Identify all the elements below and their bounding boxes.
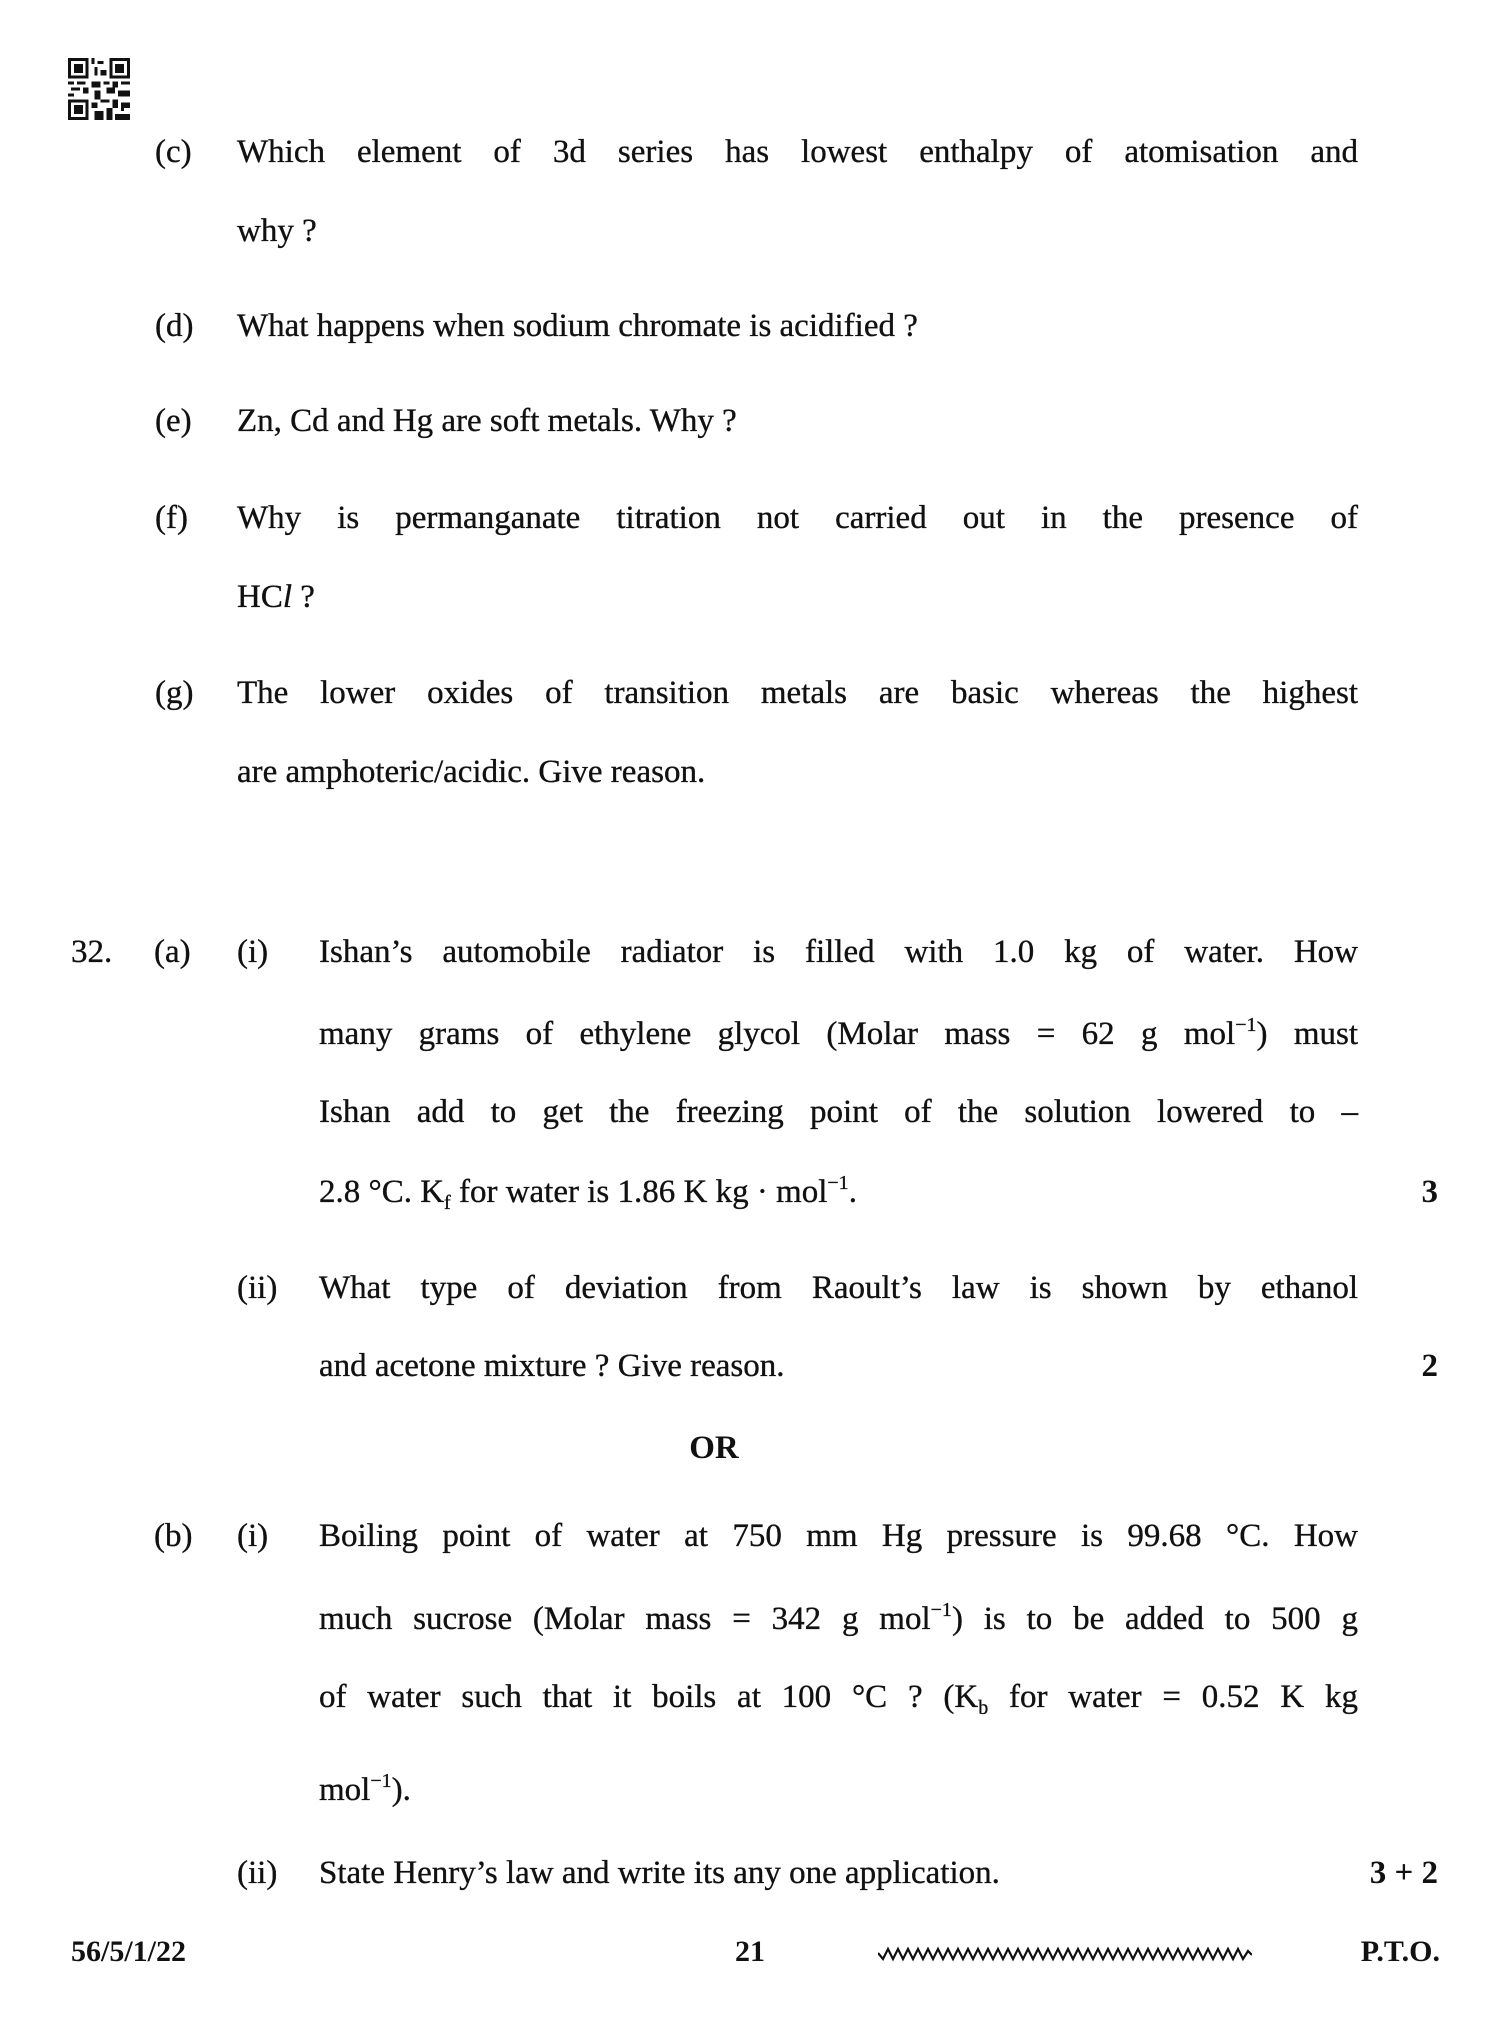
question-number: 32. [71, 934, 113, 970]
q32-a-ii-line-1: What type of deviation from Raoult’s law is shown by ethanol [319, 1270, 1358, 1306]
text-segment: much sucrose (Molar mass = 342 g mol [319, 1601, 931, 1637]
subpart-label-a-ii: (ii) [237, 1270, 278, 1306]
superscript: −1 [930, 1599, 952, 1621]
question-d-text: What happens when sodium chromate is acidified ? [237, 308, 918, 344]
question-part-label-c: (c) [155, 134, 192, 170]
wavy-line-icon [878, 1943, 1252, 1963]
superscript: −1 [370, 1770, 392, 1792]
superscript: −1 [1235, 1014, 1257, 1036]
marks-a-i: 3 [1421, 1174, 1438, 1210]
marks-b: 3 + 2 [1369, 1855, 1438, 1891]
question-part-label-g: (g) [155, 675, 194, 711]
text-hc: HC [237, 579, 283, 615]
q32-b-i-line-2 [319, 1599, 1358, 1639]
text-segment: . [848, 1174, 857, 1210]
question-part-label-d: (d) [155, 308, 194, 344]
or-divider: OR [689, 1430, 739, 1466]
q32-b-i-line-4 [319, 1770, 411, 1810]
q32-a-i-line-2 [319, 1014, 1358, 1054]
q32-b-i-line-3 [319, 1677, 1358, 1717]
q32-b-ii-text: State Henry’s law and write its any one application. [319, 1855, 1000, 1891]
text-segment: of water such that it boils at 100 °C ? (K [319, 1679, 979, 1715]
text-segment: many grams of ethylene glycol (Molar mass = 62 g mol [319, 1016, 1236, 1052]
subpart-label-a-i: (i) [237, 934, 269, 970]
question-part-label-a: (a) [154, 934, 191, 970]
text-segment: ). [391, 1772, 411, 1808]
qr-code-icon [68, 58, 130, 120]
question-f-line-2 [237, 577, 315, 617]
paper-code: 56/5/1/22 [71, 1935, 187, 1968]
q32-a-ii-line-2: and acetone mixture ? Give reason. [319, 1348, 785, 1384]
text-segment: mol [319, 1772, 371, 1808]
text-segment: ) must [1256, 1016, 1358, 1052]
pto-label: P.T.O. [1360, 1935, 1440, 1968]
marks-a-ii: 2 [1421, 1348, 1438, 1384]
question-part-label-f: (f) [155, 500, 188, 536]
q32-a-i-line-3: Ishan add to get the freezing point of the solution lowered to – [319, 1094, 1358, 1130]
text-question-mark: ? [292, 579, 315, 615]
text-segment: for water is 1.86 K kg · mol [450, 1174, 828, 1210]
text-segment: 2.8 °C. K [319, 1174, 445, 1210]
question-e-text: Zn, Cd and Hg are soft metals. Why ? [237, 403, 737, 439]
subscript: b [978, 1697, 989, 1719]
question-g-line-1: The lower oxides of transition metals are basic whereas the highest [237, 675, 1358, 711]
question-f-line-1: Why is permanganate titration not carried out in the presence of [237, 500, 1358, 536]
question-c-line-1: Which element of 3d series has lowest enthalpy of atomisation and [237, 134, 1358, 170]
superscript: −1 [827, 1172, 849, 1194]
q32-a-i-line-4 [319, 1172, 857, 1212]
question-c-line-2: why ? [237, 213, 317, 249]
subpart-label-b-ii: (ii) [237, 1855, 278, 1891]
text-segment: ) is to be added to 500 g [951, 1601, 1358, 1637]
subpart-label-b-i: (i) [237, 1518, 269, 1554]
q32-a-i-line-1: Ishan’s automobile radiator is filled with 1.0 kg of water. How [319, 934, 1358, 970]
question-part-label-b: (b) [154, 1518, 193, 1554]
text-italic-l: l [282, 579, 293, 615]
subscript: f [444, 1192, 451, 1214]
q32-b-i-line-1: Boiling point of water at 750 mm Hg pressure is 99.68 °C. How [319, 1518, 1358, 1554]
question-part-label-e: (e) [155, 403, 192, 439]
text-segment: for water = 0.52 K kg [988, 1679, 1358, 1715]
question-g-line-2: are amphoteric/acidic. Give reason. [237, 754, 706, 790]
page-number: 21 [735, 1935, 765, 1968]
